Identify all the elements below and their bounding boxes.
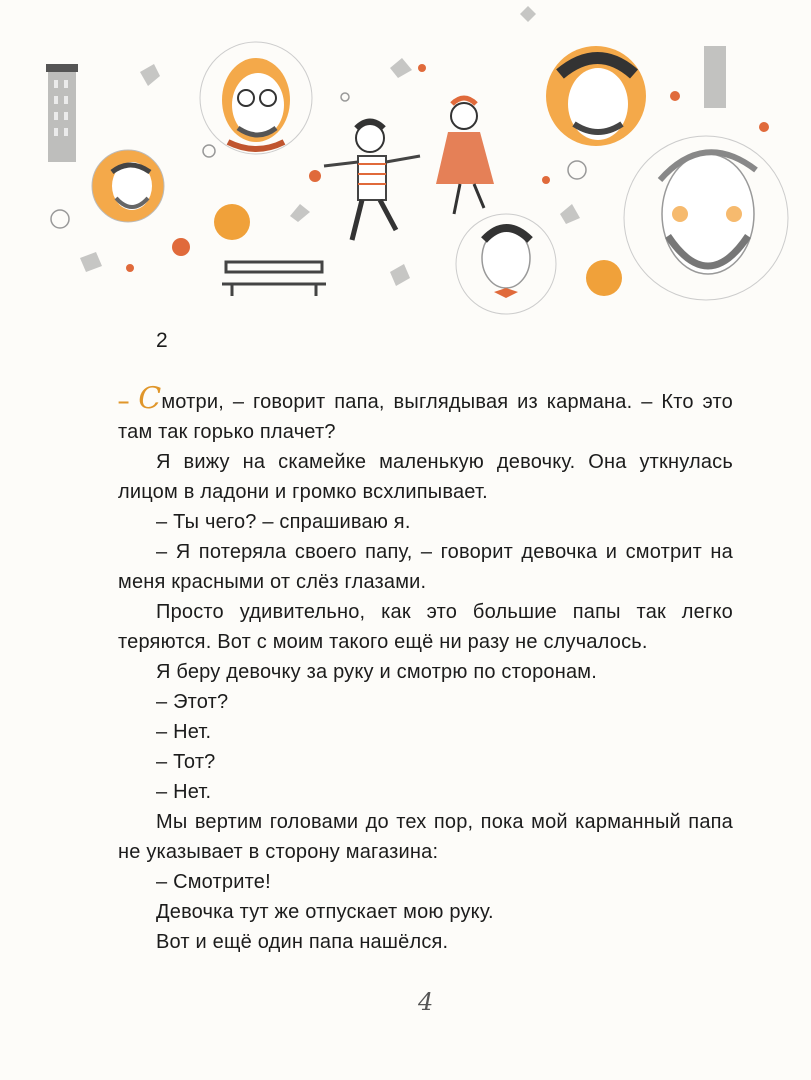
kids-running [324, 98, 494, 240]
paragraph: – Нет. [156, 781, 212, 803]
portrait-man-right [546, 46, 646, 146]
portrait-man-left [92, 150, 164, 222]
story-text [118, 381, 733, 957]
paragraph: – Я потеряла своего папу, – говорит девочка и смотрит на меня красными от слёз глазами. [118, 541, 733, 593]
page-number: 4 [418, 988, 434, 1016]
paragraph-first [118, 381, 733, 447]
paragraph: – Смотрите! [156, 871, 271, 893]
drop-dash: – [118, 391, 130, 413]
paragraph: – Ты чего? – спрашиваю я. [156, 511, 411, 533]
paragraph-first-rest: мотри, – говорит папа, выглядывая из кармана. – Кто это там так горько плачет? [118, 391, 733, 443]
portrait-boy-bowtie [456, 214, 556, 314]
paragraph: – Этот? [156, 691, 229, 713]
paragraph: Девочка тут же отпускает мою руку. [156, 901, 494, 923]
paragraph: – Нет. [156, 721, 212, 743]
portrait-bearded-man [624, 136, 788, 300]
paragraph: Мы вертим головами до тех пор, пока мой карманный папа не указывает в сторону магазина: [118, 811, 733, 863]
paragraph: – Тот? [156, 751, 216, 773]
paragraph: Я вижу на скамейке маленькую девочку. Она уткнулась лицом в ладони и громко всхлипывает. [118, 451, 733, 503]
building-sketch-right [704, 46, 726, 108]
bench-sketch [222, 262, 326, 296]
header-illustration [0, 0, 811, 320]
drop-cap-letter: С [138, 381, 162, 416]
building-sketch [46, 64, 78, 162]
chapter-number: 2 [156, 329, 168, 352]
portrait-man-glasses [200, 42, 312, 154]
paragraph: Просто удивительно, как это большие папы так легко теряются. Вот с моим такого ещё ни разу не случалось. [118, 601, 733, 653]
paragraph: Я беру девочку за руку и смотрю по сторонам. [156, 661, 598, 683]
paragraph: Вот и ещё один папа нашёлся. [156, 931, 449, 953]
